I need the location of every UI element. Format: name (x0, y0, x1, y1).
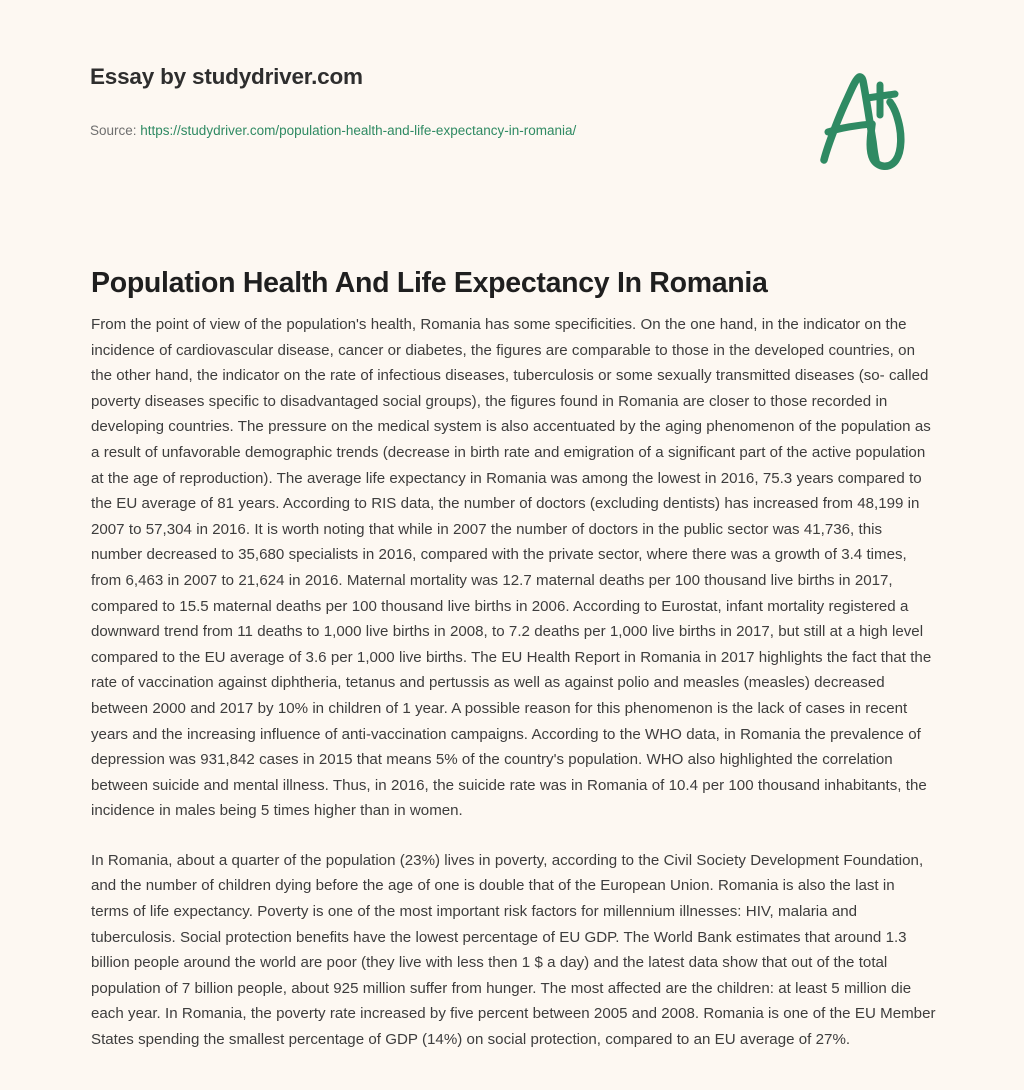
document-header (0, 0, 1024, 205)
body-paragraph-2: In Romania, about a quarter of the population (23%) lives in poverty, according to the Civil Society Development Foundation, and the number of children dying before the age of one is double that of the European Union. Romania is also the last in terms of life expectancy. Poverty is one of the most important risk factors for millennium illnesses: HIV, malaria and tuberculosis. Social protection benefits have the lowest percentage of EU GDP. The World Bank estimates that around 1.3 billion people around the world are poor (they live with less then 1 $ a day) and the latest data show that out of the total population of 7 billion people, about 925 million suffer from hunger. The most affected are the children: at least 5 million die each year. In Romania, the poverty rate increased by five percent between 2005 and 2008. Romania is one of the EU Member States spending the smallest percentage of GDP (14%) on social protection, compared to an EU average of 27%. (91, 851, 936, 1049)
source-line (90, 123, 576, 138)
document-body (91, 312, 936, 1053)
source-url-link[interactable]: https://studydriver.com/population-health-and-life-expectancy-in-romania/ (140, 123, 577, 138)
body-paragraph-1: From the point of view of the population's health, Romania has some specificities. On the one hand, in the indicator on the incidence of cardiovascular disease, cancer or diabetes, the figures are comparable to those in the developed countries, on the other hand, the indicator on the rate of infectious diseases, tuberculosis or some sexually transmitted diseases (so- called poverty diseases specific to disadvantaged social groups), the figures found in Romania are closer to those recorded in developing countries. The pressure on the medical system is also accentuated by the aging phenomenon of the population as a result of unfavorable demographic trends (decrease in birth rate and emigration of a significant part of the active population at the age of reproduction). The average life expectancy in Romania was among the lowest in 2016, 75.3 years compared to the EU average of 81 years. According to RIS data, the number of doctors (excluding dentists) has increased from 48,199 in 2007 to 57,304 in 2016. It is worth noting that while in 2007 the number of doctors in the public sector was 41,736, this number decreased to 35,680 specialists in 2016, compared with the private sector, where there was a growth of 3.4 times, from 6,463 in 2007 to 21,624 in 2016. Maternal mortality was 12.7 maternal deaths per 100 thousand live births in 2017, compared to 15.5 maternal deaths per 100 thousand live births in 2006. According to Eurostat, infant mortality registered a downward trend from 11 deaths to 1,000 live births in 2008, to 7.2 deaths per 1,000 live births in 2017, but still at a high level compared to the EU average of 3.6 per 1,000 live births. The EU Health Report in Romania in 2017 highlights the fact that the rate of vaccination against diphtheria, tetanus and pertussis as well as against polio and measles (measles) decreased between 2000 and 2017 by 10% in children of 1 year. A possible reason for this phenomenon is the lack of cases in recent years and the increasing influence of anti-vaccination campaigns. According to the WHO data, in Romania the prevalence of depression was 931,842 cases in 2015 that means 5% of the country's population. WHO also highlighted the correlation between suicide and mental illness. Thus, in 2016, the suicide rate was in Romania of 10.4 per 100 thousand inhabitants, the incidence in males being 5 times higher than in women. (91, 316, 932, 820)
brand-byline: Essay by studydriver.com (90, 64, 363, 89)
a-plus-logo-icon (800, 62, 930, 182)
page-title: Population Health And Life Expectancy In Romania (91, 267, 768, 300)
source-label: Source: (90, 123, 141, 138)
